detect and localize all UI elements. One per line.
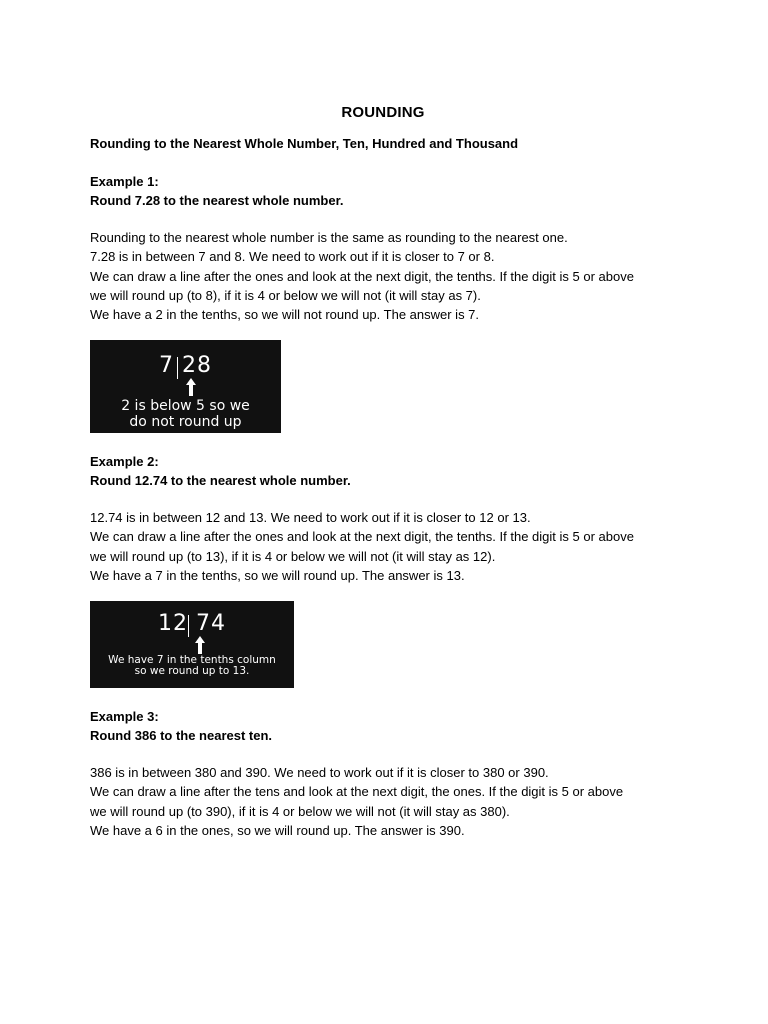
example-1-header [90, 172, 344, 211]
example-heading: Example 2: [90, 454, 159, 469]
explanation-line: Rounding to the nearest whole number is the same as rounding to the nearest one. [90, 230, 568, 245]
page-title: ROUNDING [341, 104, 425, 121]
figure-caption [90, 398, 281, 430]
explanation-line: We have a 2 in the tenths, so we will not round up. The answer is 7. [90, 307, 480, 323]
figure-split-line [188, 615, 189, 637]
figure-caption [90, 655, 294, 677]
figure-left-digits: 12 [158, 611, 188, 636]
figure-number [90, 353, 281, 378]
figure-right-digits: 74 [196, 611, 226, 636]
example-3-header [90, 707, 272, 746]
figure-number [90, 611, 294, 636]
example-task: Round 386 to the nearest ten. [90, 728, 273, 744]
example-task: Round 7.28 to the nearest whole number. [90, 193, 344, 209]
up-arrow-icon [186, 378, 196, 396]
figure-caption-line: so we round up to 13. [134, 665, 250, 677]
example-heading: Example 3: [90, 709, 159, 724]
example-1-explanation [90, 228, 634, 324]
example-3-explanation [90, 763, 623, 840]
figure-caption-line: do not round up [129, 414, 242, 430]
example-2-figure [90, 601, 294, 688]
example-heading: Example 1: [90, 174, 159, 189]
page-subtitle: Rounding to the Nearest Whole Number, Ten, Hundred and Thousand [90, 136, 519, 151]
explanation-line: 12.74 is in between 12 and 13. We need to work out if it is closer to 12 or 13. [90, 510, 531, 525]
explanation-line: We have a 6 in the ones, so we will round up. The answer is 390. [90, 822, 465, 838]
figure-split-line [177, 357, 178, 379]
example-2-explanation [90, 508, 634, 585]
explanation-line: We can draw a line after the tens and look at the next digit, the ones. If the digit is 5 or above [90, 784, 624, 800]
figure-caption-line: 2 is below 5 so we [121, 398, 250, 414]
explanation-line: We can draw a line after the ones and look at the next digit, the tenths. If the digit is 5 or above [90, 529, 634, 545]
explanation-line: We can draw a line after the ones and look at the next digit, the tenths. If the digit is 5 or above [90, 268, 634, 284]
explanation-line: we will round up (to 390), if it is 4 or below we will not (it will stay as 380). [90, 803, 510, 819]
explanation-line: 7.28 is in between 7 and 8. We need to work out if it is closer to 7 or 8. [90, 249, 495, 265]
explanation-line: We have a 7 in the tenths, so we will round up. The answer is 13. [90, 567, 465, 583]
explanation-line: we will round up (to 8), if it is 4 or below we will not (it will stay as 7). [90, 287, 481, 303]
example-1-figure [90, 340, 281, 433]
figure-caption-line: We have 7 in the tenths column [108, 654, 276, 666]
figure-left-digits: 7 [159, 353, 174, 378]
example-task: Round 12.74 to the nearest whole number. [90, 473, 351, 489]
explanation-line: we will round up (to 13), if it is 4 or below we will not (it will stay as 12). [90, 548, 496, 564]
explanation-line: 386 is in between 380 and 390. We need to work out if it is closer to 380 or 390. [90, 765, 549, 780]
up-arrow-icon [195, 636, 205, 654]
example-2-header [90, 452, 351, 491]
figure-right-digits: 28 [182, 353, 212, 378]
